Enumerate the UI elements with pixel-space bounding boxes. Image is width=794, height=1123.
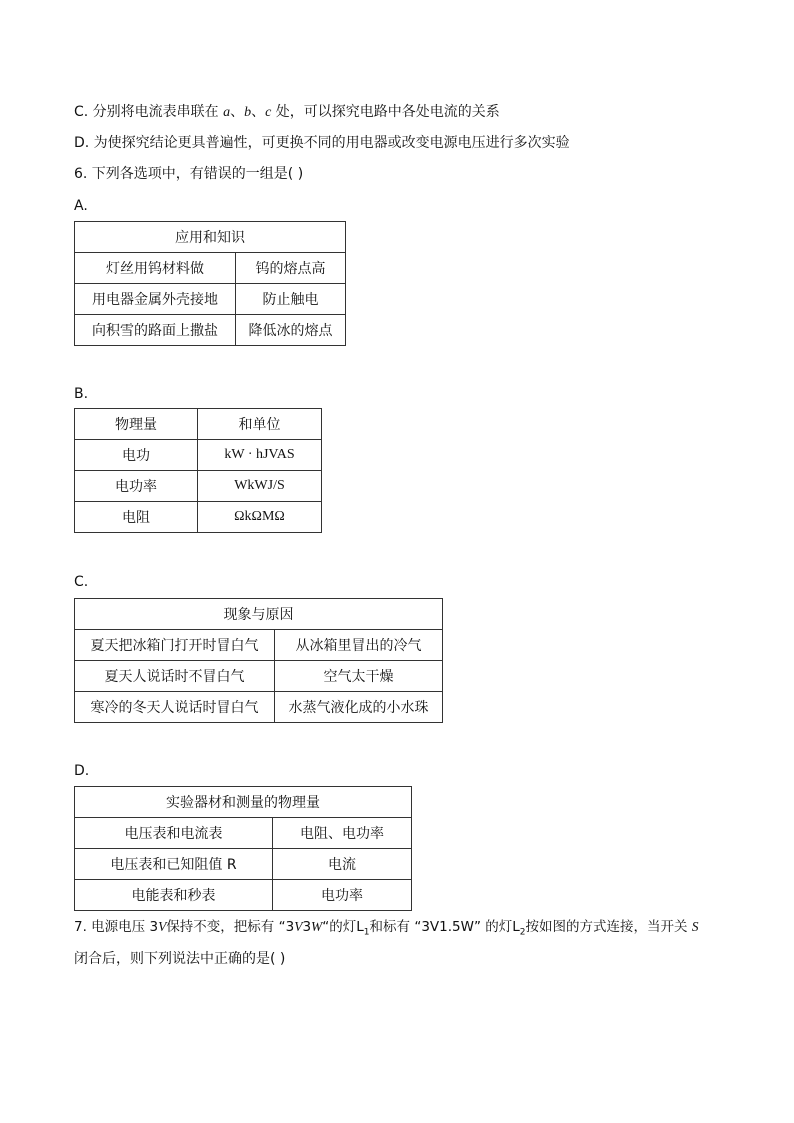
table-cell: 电功率 [75, 471, 198, 502]
table-row [75, 471, 322, 502]
table-cell: 电功率 [273, 880, 412, 911]
option-d-text: D. 为使探究结论更具普遍性，可更换不同的用电器或改变电源电压进行多次实验 [74, 135, 570, 151]
table-cell: 水蒸气液化成的小水珠 [275, 692, 443, 723]
option-d-label: D. [74, 763, 90, 779]
table-row [75, 253, 346, 284]
table-cell: 防止触电 [236, 284, 346, 315]
table-b-header-2: 和单位 [198, 409, 322, 440]
table-cell: 向积雪的路面上撒盐 [75, 315, 236, 346]
table-a [74, 221, 346, 346]
table-row [75, 502, 322, 533]
table-cell: 夏天人说话时不冒白气 [75, 661, 275, 692]
table-cell: 降低冰的熔点 [236, 315, 346, 346]
table-cell: 寒冷的冬天人说话时冒白气 [75, 692, 275, 723]
table-row [75, 630, 443, 661]
table-row [75, 818, 412, 849]
table-c-header: 现象与原因 [75, 599, 443, 630]
table-b-header-1: 物理量 [75, 409, 198, 440]
table-cell: 电能表和秒表 [75, 880, 273, 911]
table-cell: 钨的熔点高 [236, 253, 346, 284]
table-cell: 空气太干燥 [275, 661, 443, 692]
table-c [74, 598, 443, 723]
table-d [74, 786, 412, 911]
table-row [75, 440, 322, 471]
table-cell: 用电器金属外壳接地 [75, 284, 236, 315]
table-row [75, 880, 412, 911]
table-cell: 电阻、电功率 [273, 818, 412, 849]
table-row [75, 661, 443, 692]
table-cell: 电阻 [75, 502, 198, 533]
table-row [75, 849, 412, 880]
table-cell: 电压表和已知阻值 R [75, 849, 273, 880]
table-cell: ΩkΩMΩ [198, 502, 322, 533]
table-cell: 从冰箱里冒出的冷气 [275, 630, 443, 661]
question-7-line-2: 闭合后，则下列说法中正确的是( ) [74, 951, 286, 967]
table-row [75, 315, 346, 346]
table-row [75, 692, 443, 723]
option-b-label: B. [74, 386, 89, 402]
table-b [74, 408, 322, 533]
table-cell: WkWJ/S [198, 471, 322, 502]
table-cell: 电功 [75, 440, 198, 471]
option-a-label: A. [74, 198, 88, 214]
question-7-line-1: 7. 电源电压 3V保持不变，把标有 “3V3W“的灯$L_1$和标有 “3V1.5W” 的灯$L_2$按如图的方式连接，当开关 S [74, 919, 699, 938]
table-cell: kW · hJVAS [198, 440, 322, 471]
table-row [75, 284, 346, 315]
table-cell: 灯丝用钨材料做 [75, 253, 236, 284]
option-c-text: C. 分别将电流表串联在 a、b、c 处，可以探究电路中各处电流的关系 [74, 104, 500, 120]
table-a-header: 应用和知识 [75, 222, 346, 253]
table-cell: 电压表和电流表 [75, 818, 273, 849]
table-cell: 夏天把冰箱门打开时冒白气 [75, 630, 275, 661]
table-d-header: 实验器材和测量的物理量 [75, 787, 412, 818]
table-header-row [75, 409, 322, 440]
option-c-label: C. [74, 574, 89, 590]
question-6-stem: 6. 下列各选项中，有错误的一组是( ) [74, 166, 304, 182]
table-cell: 电流 [273, 849, 412, 880]
